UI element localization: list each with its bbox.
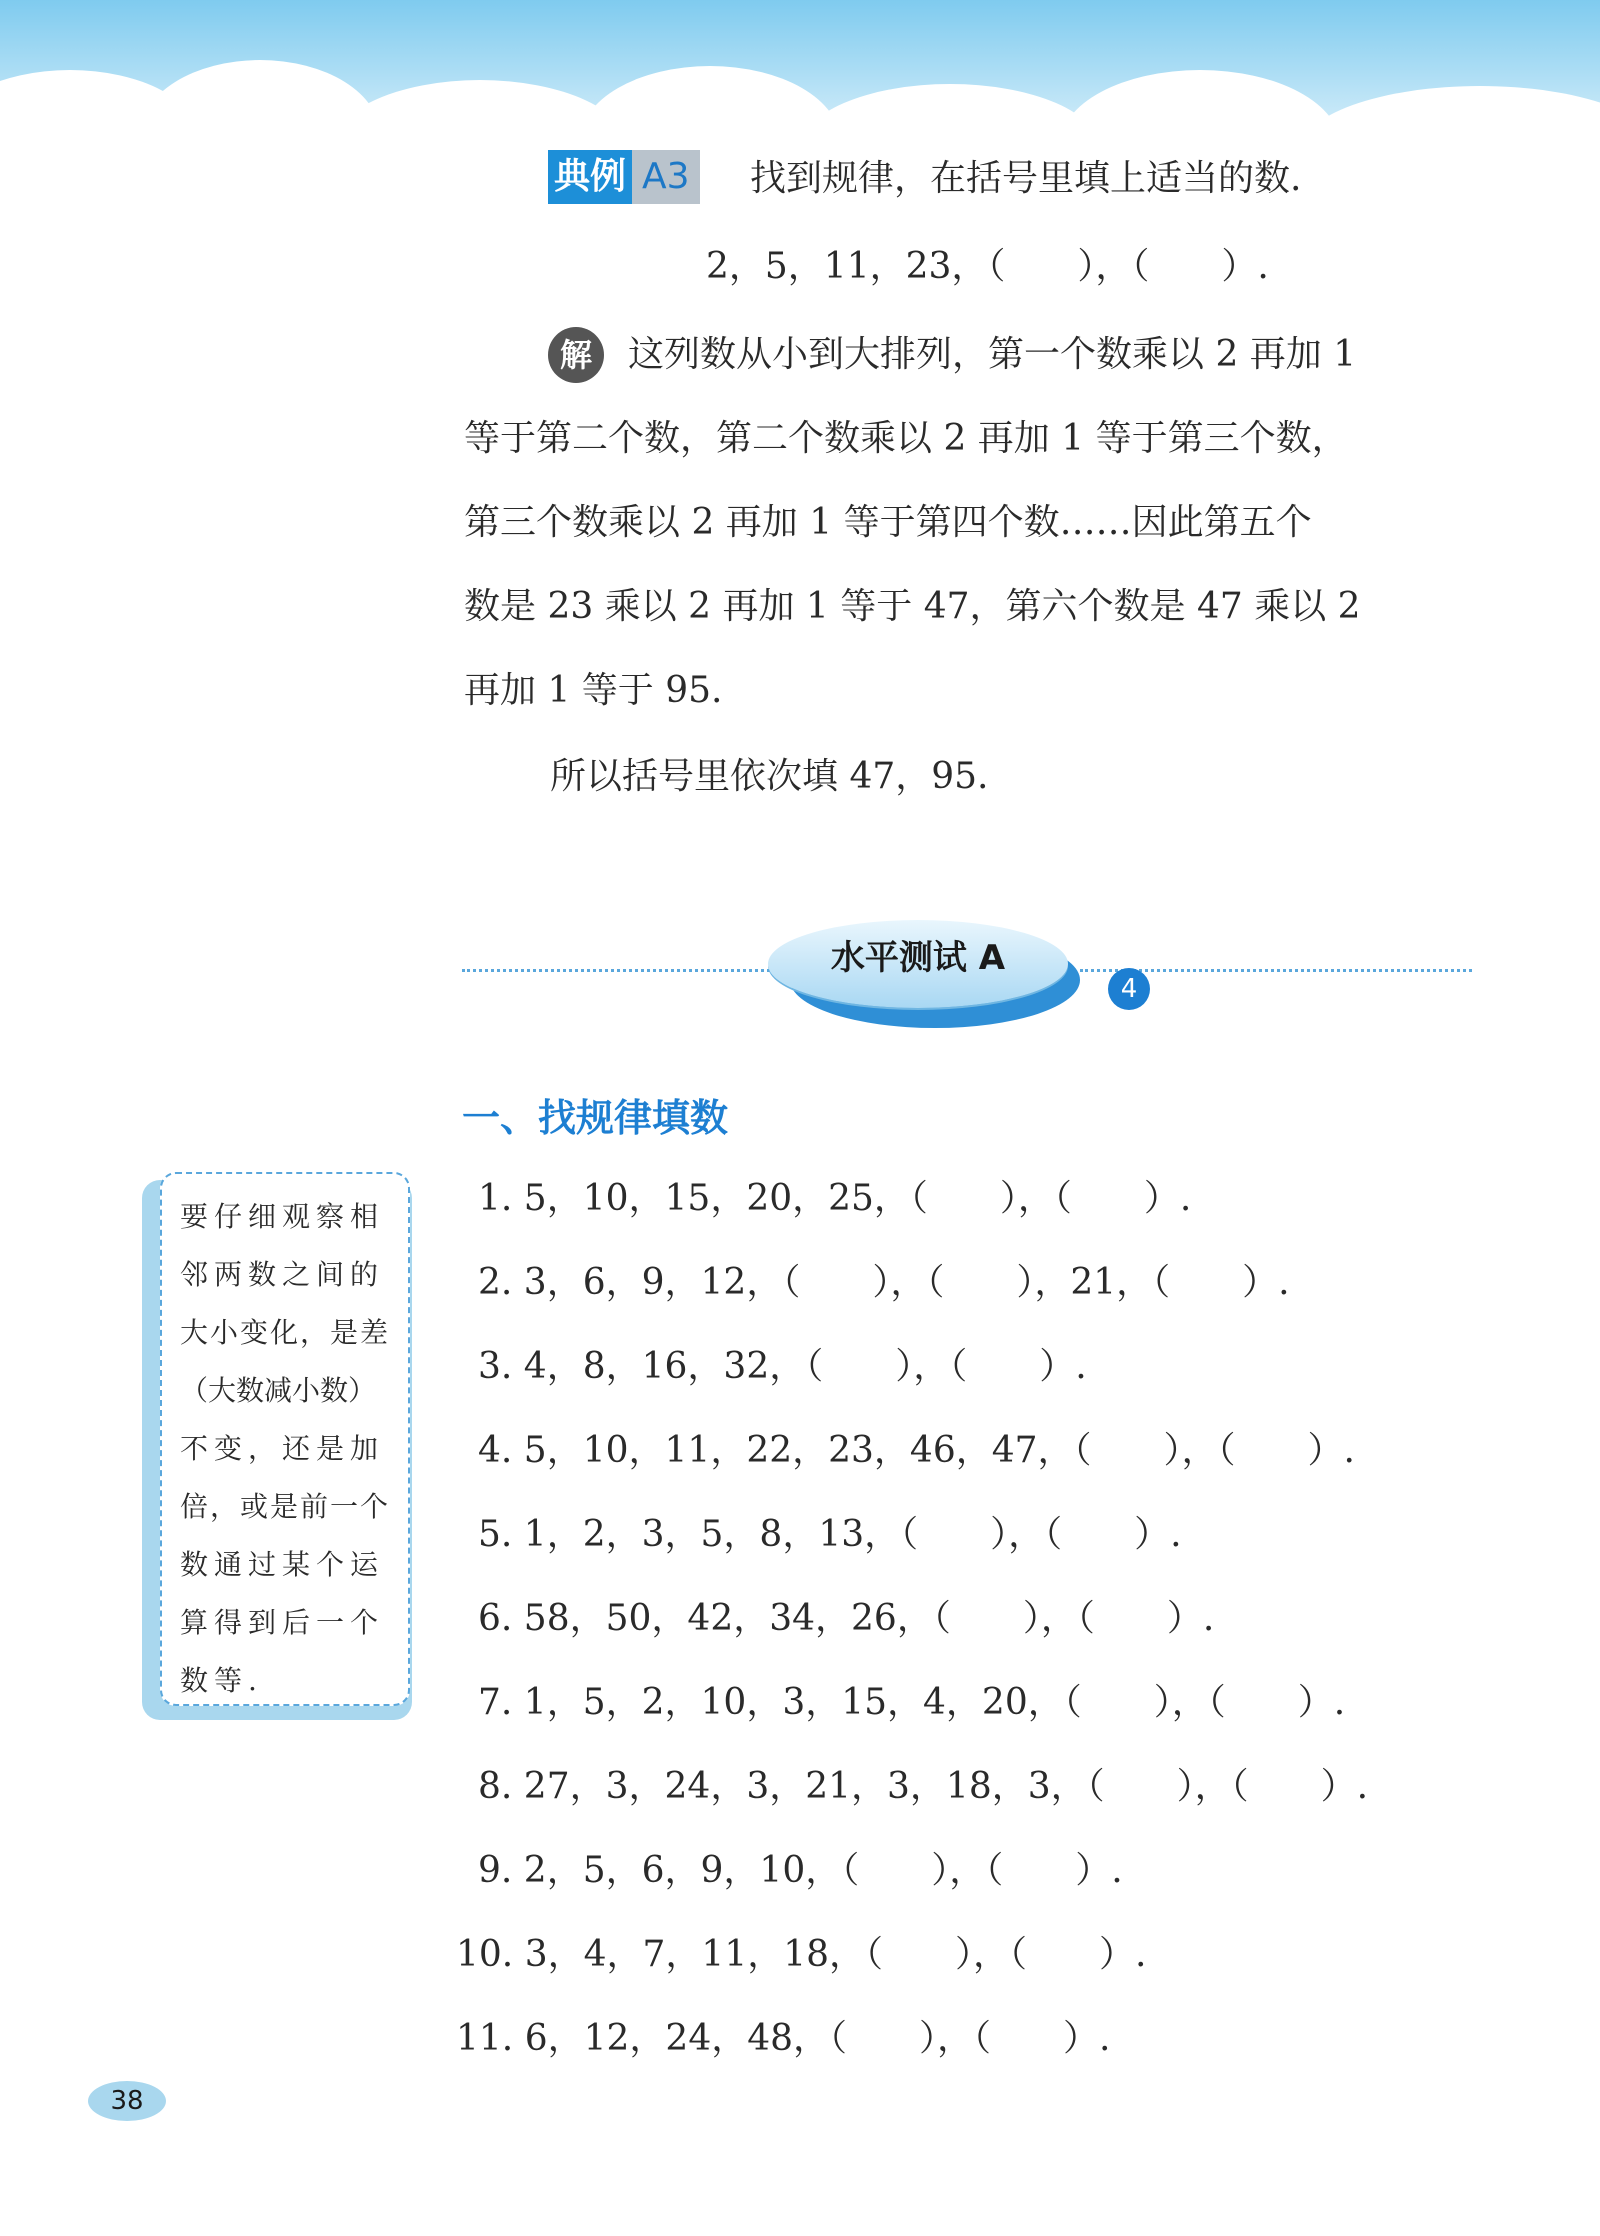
divider-left bbox=[462, 969, 782, 972]
example-tag-code: A3 bbox=[632, 150, 700, 204]
question-item: 10. 3，4，7，11，18，（ ），（ ）. bbox=[456, 1934, 1147, 1975]
question-item: 8. 27，3，24，3，21，3，18，3，（ ），（ ）. bbox=[478, 1766, 1369, 1807]
example-tag-label: 典例 bbox=[548, 150, 632, 204]
tip-line: 不变，还是加 bbox=[180, 1432, 385, 1465]
example-tag bbox=[548, 150, 700, 204]
tip-line: 大小变化，是差 bbox=[180, 1316, 391, 1349]
question-item: 5. 1，2，3，5，8，13，（ ），（ ）. bbox=[478, 1514, 1182, 1555]
solution-line: 再加 1 等于 95. bbox=[464, 670, 723, 711]
cloud-decoration bbox=[1300, 86, 1600, 216]
header-sky-banner bbox=[0, 0, 1600, 150]
tip-line: 要仔细观察相 bbox=[180, 1200, 385, 1233]
tip-line: 倍，或是前一个 bbox=[180, 1490, 391, 1523]
page-number: 38 bbox=[88, 2081, 166, 2121]
solution-line: 等于第二个数，第二个数乘以 2 再加 1 等于第三个数， bbox=[464, 418, 1348, 459]
solution-line: 数是 23 乘以 2 再加 1 等于 47，第六个数是 47 乘以 2 bbox=[464, 586, 1361, 627]
question-item: 1. 5，10，15，20，25，（ ），（ ）. bbox=[478, 1178, 1192, 1219]
test-badge bbox=[768, 920, 1068, 1008]
tip-line: 算得到后一个 bbox=[180, 1606, 385, 1639]
test-badge-title: 水平测试 A bbox=[830, 938, 1006, 978]
tip-line: 邻两数之间的 bbox=[180, 1258, 385, 1291]
question-item: 2. 3，6，9，12，（ ），（ ），21，（ ）. bbox=[478, 1262, 1290, 1303]
question-item: 3. 4，8，16，32，（ ），（ ）. bbox=[478, 1346, 1087, 1387]
solution-line: 这列数从小到大排列，第一个数乘以 2 再加 1 bbox=[628, 334, 1357, 375]
tip-line: 数通过某个运 bbox=[180, 1548, 385, 1581]
solution-mark-icon: 解 bbox=[548, 327, 604, 383]
question-item: 11. 6，12，24，48，（ ），（ ）. bbox=[456, 2018, 1111, 2059]
tip-line: 数等. bbox=[180, 1664, 263, 1697]
question-item: 9. 2，5，6，9，10，（ ），（ ）. bbox=[478, 1850, 1123, 1891]
tip-line: （大数减小数） bbox=[180, 1374, 377, 1407]
question-item: 4. 5，10，11，22，23，46，47，（ ），（ ）. bbox=[478, 1430, 1355, 1471]
tip-box bbox=[160, 1172, 410, 1706]
section-title: 一、找规律填数 bbox=[462, 1096, 729, 1140]
solution-line: 第三个数乘以 2 再加 1 等于第四个数……因此第五个 bbox=[464, 502, 1312, 543]
example-sequence: 2，5，11，23，（ ），（ ）. bbox=[706, 246, 1269, 287]
question-item: 6. 58，50，42，34，26，（ ），（ ）. bbox=[478, 1598, 1215, 1639]
question-item: 7. 1，5，2，10，3，15，4，20，（ ），（ ）. bbox=[478, 1682, 1346, 1723]
test-badge-number: 4 bbox=[1108, 968, 1150, 1010]
solution-conclusion: 所以括号里依次填 47，95. bbox=[550, 756, 989, 797]
example-title: 找到规律，在括号里填上适当的数. bbox=[750, 158, 1302, 199]
